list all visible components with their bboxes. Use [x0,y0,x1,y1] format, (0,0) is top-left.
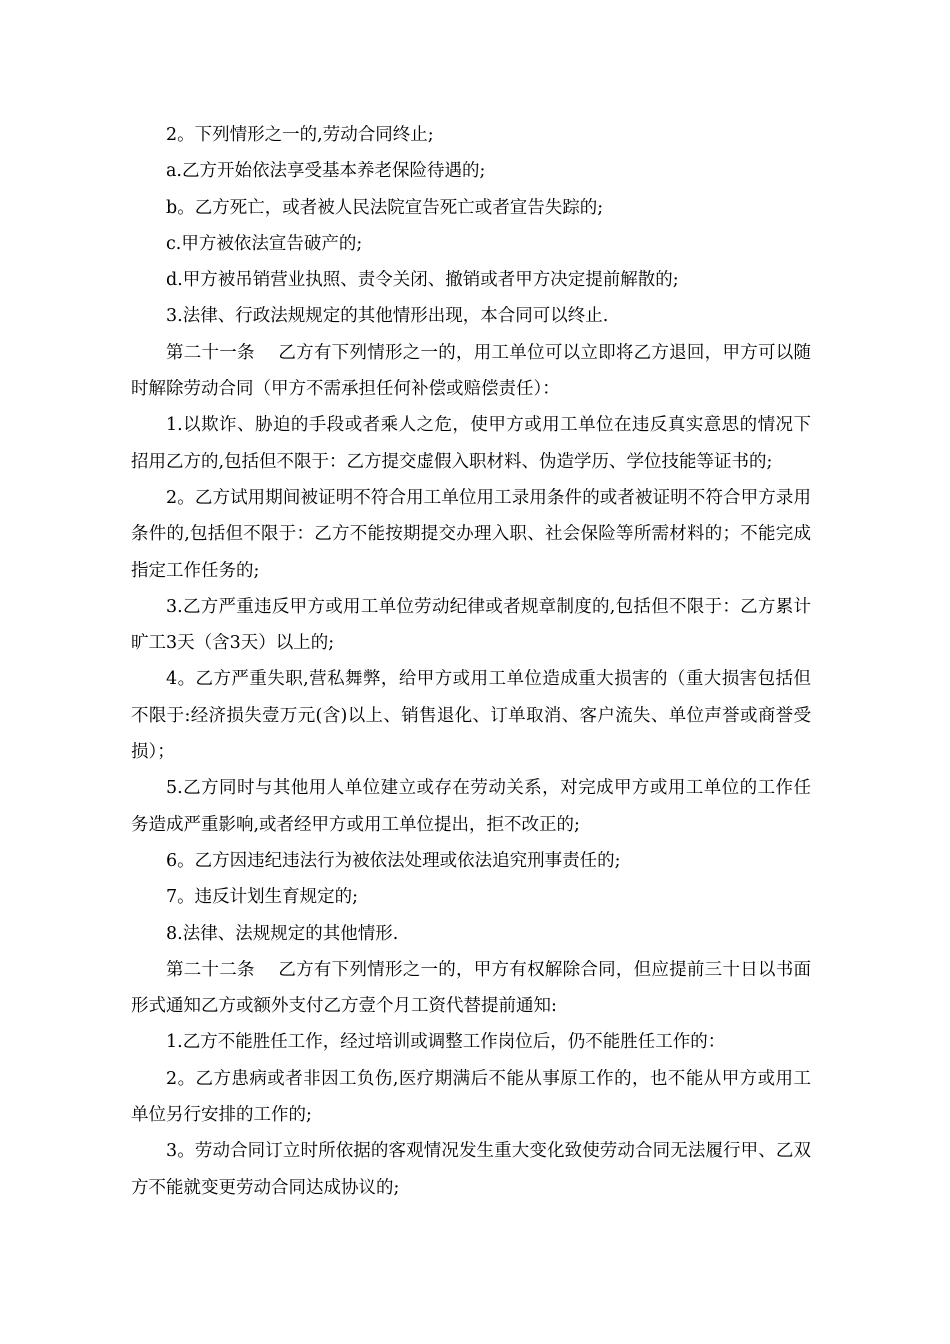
paragraph: a.乙方开始依法享受基本养老保险待遇的; [166,161,486,182]
paragraph: 3.乙方严重违反甲方或用工单位劳动纪律或者规章制度的,包括但不限于：乙方累计旷工3天（含3天）以上的; [131,596,811,654]
paragraph: 4。乙方严重失职,营私舞弊，给甲方或用工单位造成重大损害的（重大损害包括但不限于:经济损失壹万元(含)以上、销售退化、订单取消、客户流失、单位声誉或商誉受损）； [131,669,811,763]
paragraph: 8.法律、法规规定的其他情形. [166,923,399,944]
paragraph: 6。乙方因违纪违法行为被依法处理或依法追究刑事责任的; [166,850,621,871]
paragraph: 3。劳动合同订立时所依据的客观情况发生重大变化致使劳动合同无法履行甲、乙双方不能就变更劳动合同达成协议的; [131,1141,811,1198]
paragraph: b。乙方死亡，或者被人民法院宣告死亡或者宣告失踪的; [166,197,604,218]
paragraph: 1.以欺诈、胁迫的手段或者乘人之危，使甲方或用工单位在违反真实意思的情况下招用乙方的,包括但不限于：乙方提交虚假入职材料、伪造学历、学位技能等证书的; [131,415,811,472]
article-21-heading-paragraph: 第二十一条 乙方有下列情形之一的，用工单位可以立即将乙方退回，甲方可以随时解除劳动合同（甲方不需承担任何补偿或赔偿责任）： [131,342,811,400]
paragraph: 1.乙方不能胜任工作，经过培训或调整工作岗位后，仍不能胜任工作的： [166,1032,726,1053]
paragraph: 2。下列情形之一的,劳动合同终止; [166,125,434,145]
paragraph: 2。乙方患病或者非因工负伤,医疗期满后不能从事原工作的，也不能从甲方或用工单位另行安排的工作的; [131,1068,811,1126]
article-22-heading-paragraph: 第二十二条 乙方有下列情形之一的，甲方有权解除合同，但应提前三十日以书面形式通知乙方或额外支付乙方壹个月工资代替提前通知: [131,959,811,1017]
paragraph: c.甲方被依法宣告破产的; [166,233,363,254]
paragraph: 7。违反计划生育规定的; [166,887,359,908]
paragraph: 5.乙方同时与其他用人单位建立或存在劳动关系，对完成甲方或用工单位的工作任务造成严重影响,或者经甲方或用工单位提出，拒不改正的; [131,778,811,835]
paragraph: d.甲方被吊销营业执照、责令关闭、撤销或者甲方决定提前解散的; [166,270,679,291]
document-body [131,117,811,1206]
paragraph: 3.法律、行政法规规定的其他情形出现，本合同可以终止. [166,306,609,327]
paragraph: 2。乙方试用期间被证明不符合用工单位用工录用条件的或者被证明不符合甲方录用条件的,包括但不限于：乙方不能按期提交办理入职、社会保险等所需材料的；不能完成指定工作任务的; [131,487,811,581]
